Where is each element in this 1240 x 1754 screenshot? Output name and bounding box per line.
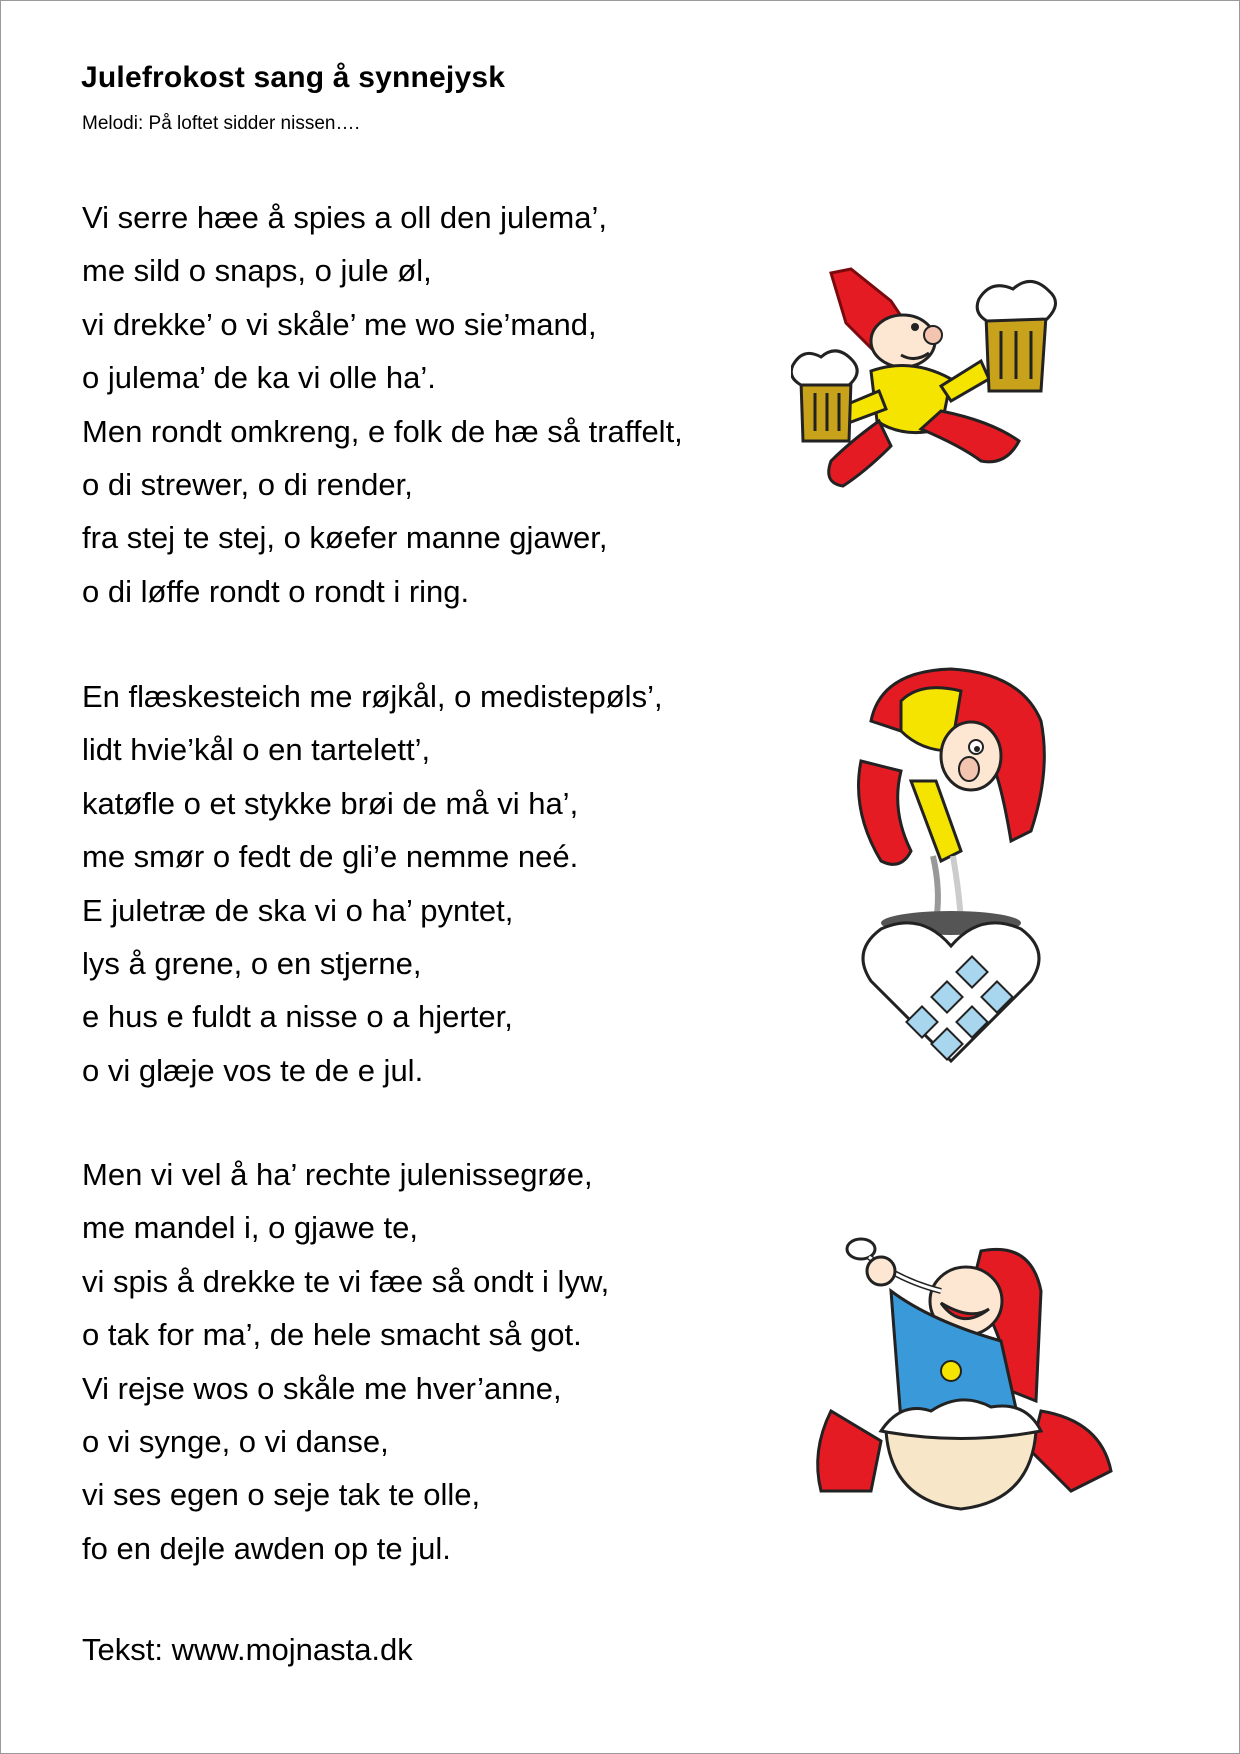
verse-line: Vi serre hæe å spies a oll den julema’, [82, 200, 607, 235]
verse-3 [82, 1148, 802, 1575]
verse-line: lidt hvie’kål o en tartelett’, [82, 732, 431, 768]
verse-line: fo en dejle awden op te jul. [82, 1530, 451, 1566]
verse-line: Men rondt omkreng, e folk de hæ så traffelt, [82, 413, 683, 449]
verse-line: vi ses egen o seje tak te olle, [82, 1477, 481, 1513]
verse-line: vi drekke’ o vi skåle’ me wo sie’mand, [82, 306, 597, 342]
verse-line: lys å grene, o en stjerne, [82, 945, 422, 981]
verse-line: me sild o snaps, o jule øl, [82, 253, 432, 289]
verse-line: o vi synge, o vi danse, [82, 1423, 389, 1459]
verse-line: me mandel i, o gjawe te, [82, 1210, 419, 1246]
verse-line: Men vi vel å ha’ rechte julenissegrøe, [82, 1157, 593, 1192]
nisse-with-beer-mugs-illustration [791, 261, 1111, 531]
verse-line: o vi glæje vos te de e jul. [82, 1052, 424, 1088]
verse-2 [82, 670, 802, 1097]
verse-line: vi spis å drekke te vi fæe så ondt i lyw, [82, 1263, 610, 1299]
verse-line: katøfle o et stykke brøi de må vi ha’, [82, 785, 579, 821]
verse-line: Vi rejse wos o skåle me hver’anne, [82, 1370, 562, 1406]
verse-line: E juletræ de ska vi o ha’ pyntet, [82, 892, 514, 928]
nisse-eating-porridge-illustration [801, 1231, 1131, 1531]
verse-line: En flæskesteich me røjkål, o medistepøls’, [82, 679, 663, 714]
verse-line: me smør o fedt de gli’e nemme neé. [82, 839, 579, 875]
verse-line: o tak for ma’, de hele smacht så got. [82, 1317, 582, 1353]
nisse-with-woven-heart-illustration [841, 661, 1081, 1081]
verse-line: o di løffe rondt o rondt i ring. [82, 573, 470, 609]
verse-1 [82, 191, 802, 618]
verse-line: o julema’ de ka vi olle ha’. [82, 360, 436, 396]
lyrics-credit: Tekst: www.mojnasta.dk [82, 1632, 413, 1667]
verse-line: fra stej te stej, o køefer manne gjawer, [82, 520, 608, 556]
song-title: Julefrokost sang å synnejysk [81, 61, 506, 94]
verse-line: e hus e fuldt a nisse o a hjerter, [82, 999, 513, 1035]
verse-line: o di strewer, o di render, [82, 466, 413, 502]
melody-note: Melodi: På loftet sidder nissen…. [82, 113, 360, 134]
